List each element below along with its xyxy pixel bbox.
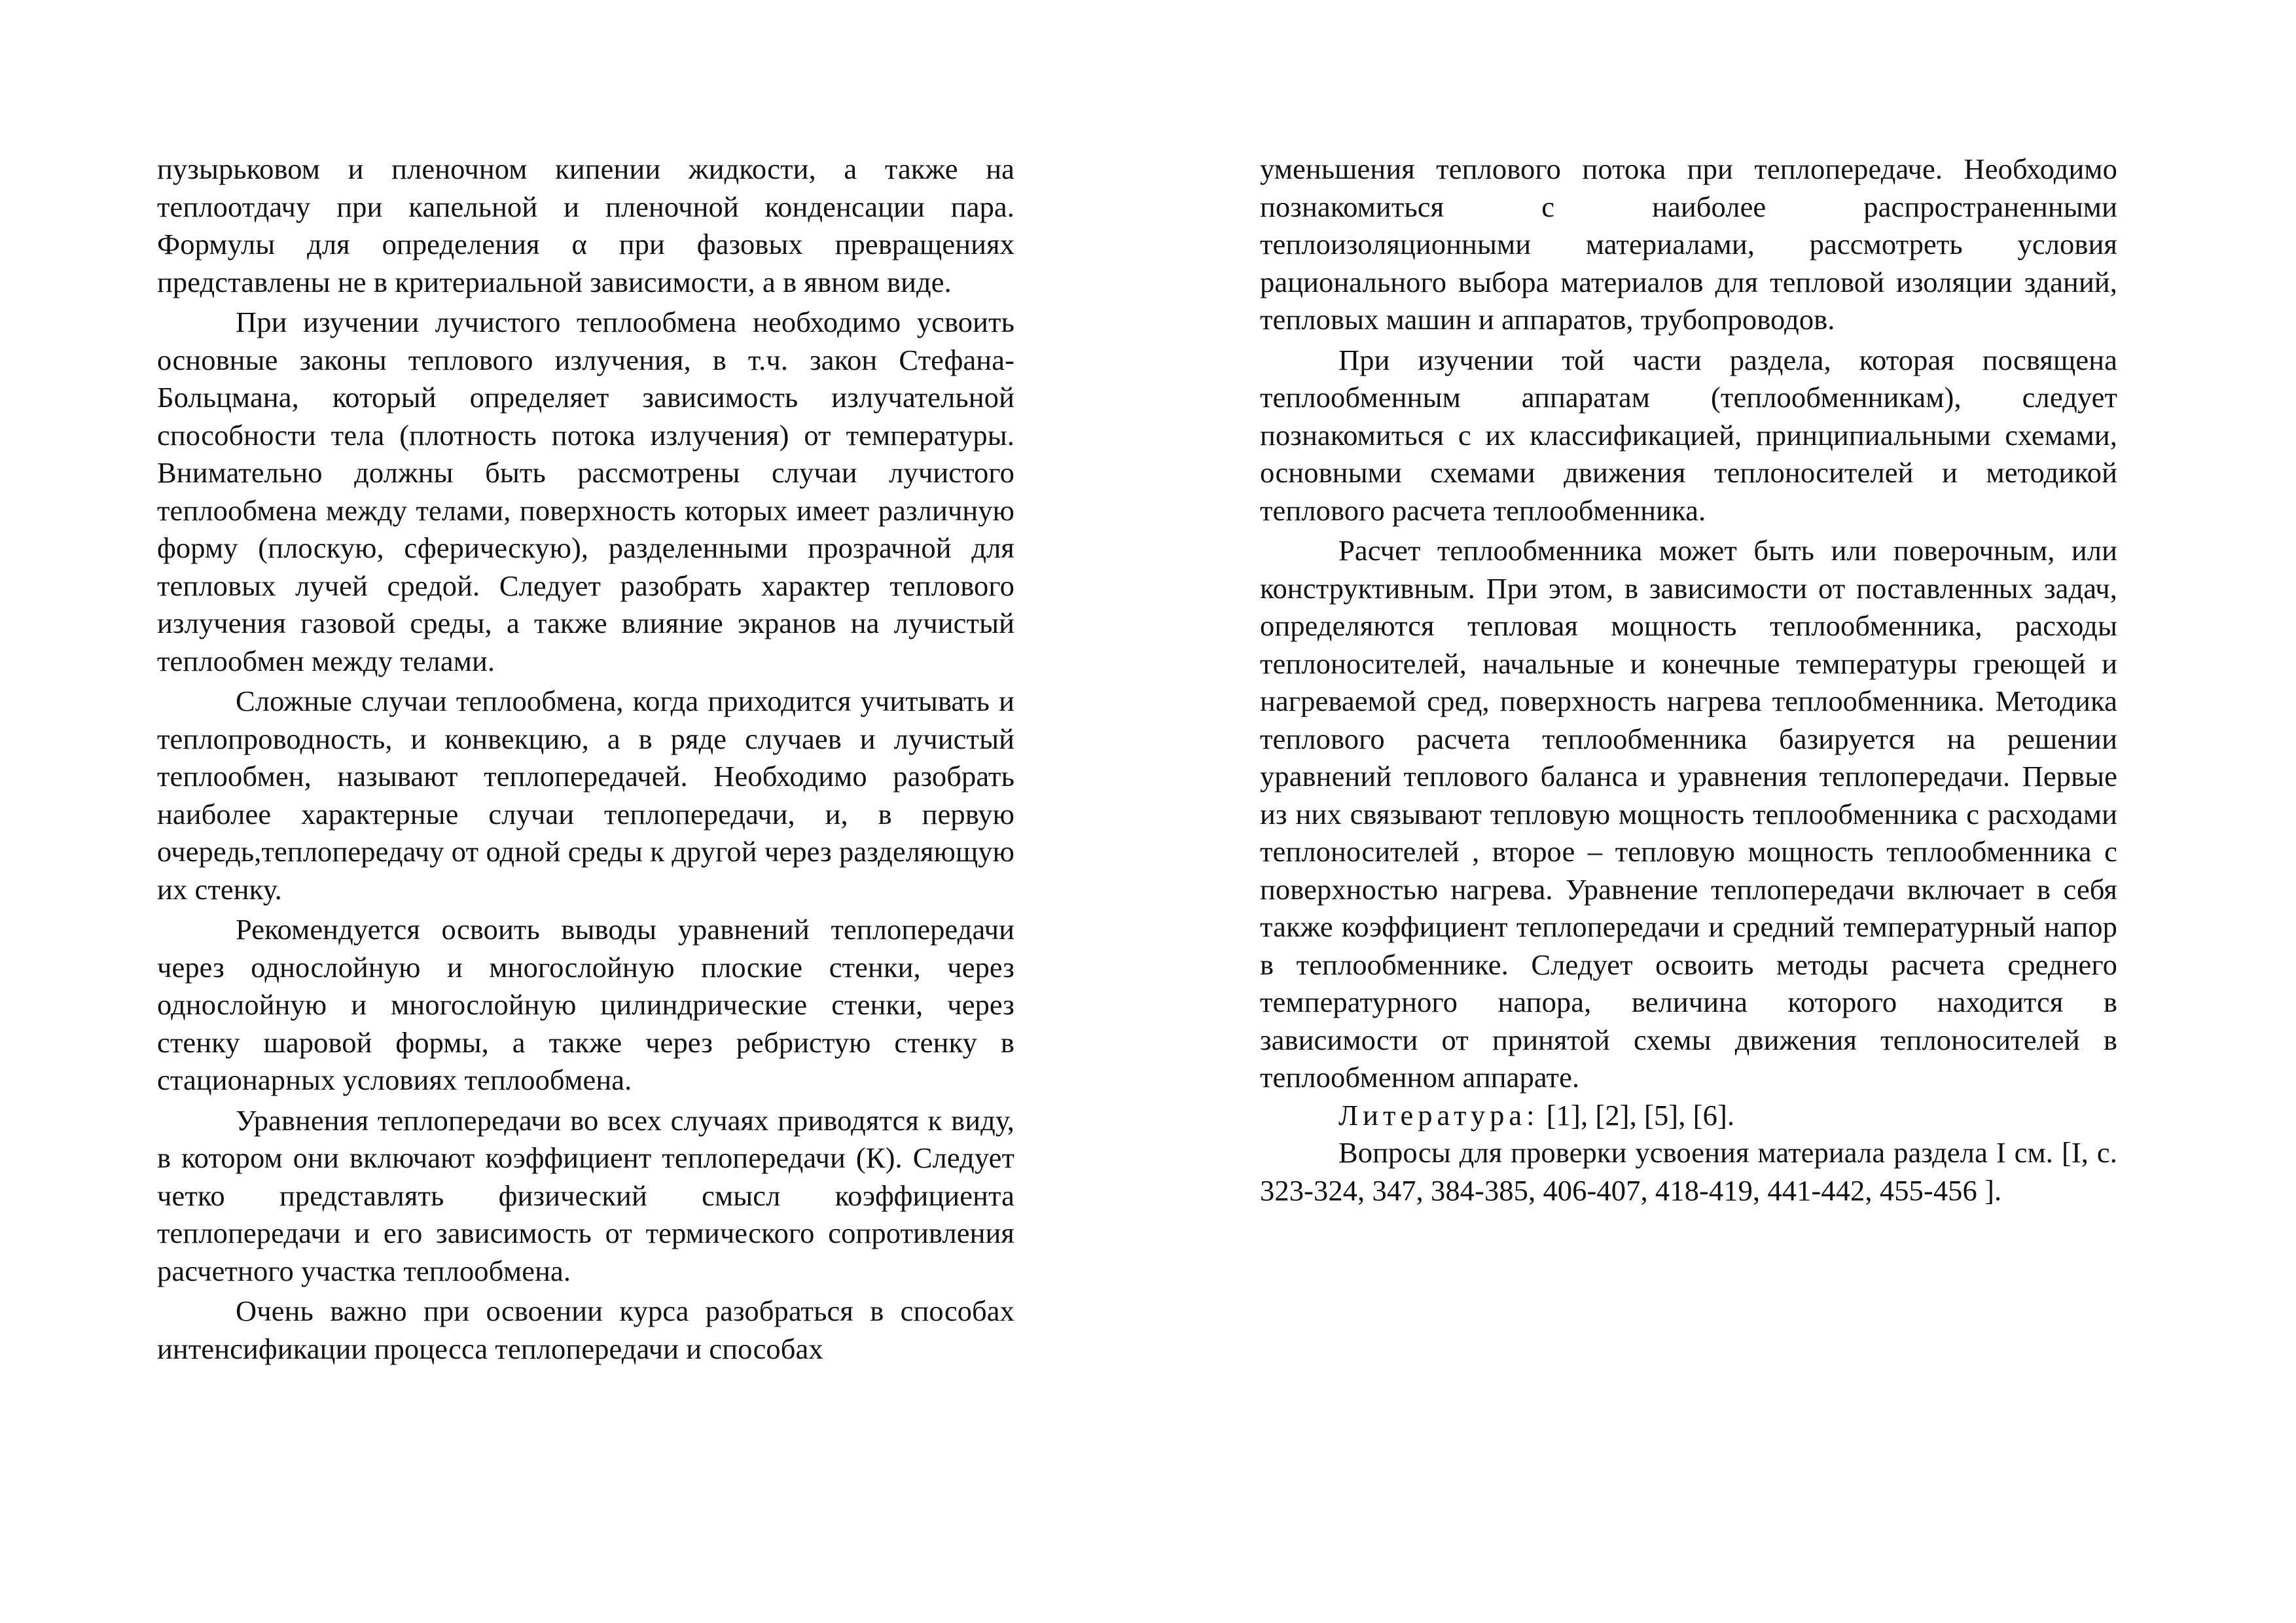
paragraph: Сложные случаи теплообмена, когда приходится учитывать и теплопроводность, и конвекцию, а в ряде случаев и лучистый теплообмен, называют теплопередачей. Необходимо разобрать наиболее характерные случаи теплопередачи, и, в первую очередь,теплопередачу от одной среды к другой через разделяющую их стенку. — [157, 685, 1014, 906]
literature-refs: [1], [2], [5], [6]. — [1546, 1098, 1735, 1132]
left-page — [157, 151, 1014, 1368]
paragraph: Уравнения теплопередачи во всех случаях приводятся к виду, в котором они включают коэффициент теплопередачи (К). Следует четко представлять физический смысл коэффициента теплопередачи и его зависимость от термического сопротивления расчетного участка теплообмена. — [157, 1103, 1014, 1287]
paragraph: При изучении лучистого теплообмена необходимо усвоить основные законы теплового излучения, в т.ч. закон Стефана-Больцмана, который определяет зависимость излучательной способности тела (плотность потока излучения) от температуры. Внимательно должны быть рассмотрены случаи лучистого теплообмена между телами, поверхность которых имеет различную форму (плоскую, сферическую), разделенными прозрачной для тепловых лучей средой. Следует разобрать характер теплового излучения газовой среды, а также влияние экранов на лучистый теплообмен между телами. — [157, 306, 1014, 677]
paragraph: Расчет теплообменника может быть или поверочным, или конструктивным. При этом, в зависимости от поставленных задач, определяются тепловая мощность теплообменника, расходы теплоносителей, начальные и конечные температуры греющей и нагреваемой сред, поверхность нагрева теплообменника. Методика теплового расчета теплообменника базируется на решении уравнений теплового баланса и уравнения теплопередачи. Первые из них связывают тепловую мощность теплообменника с расходами теплоносителей , второе – тепловую мощность теплообменника с поверхностью нагрева. Уравнение теплопередачи включает в себя также коэффициент теплопередачи и средний температурный напор в теплообменнике. Следует освоить методы расчета среднего температурного напора, величина которого находится в зависимости от принятой схемы движения теплоносителей в теплообменном аппарате. — [1260, 534, 2117, 1094]
paragraph: Очень важно при освоении курса разобраться в способах интенсификации процесса теплопередачи и способах — [157, 1294, 1014, 1365]
questions-paragraph: Вопросы для проверки усвоения материала раздела I см. [I, с. 323-324, 347, 384-385, 406-407, 418-419, 441-442, 455-456 ]. — [1260, 1136, 2117, 1207]
literature-line — [1260, 1097, 2117, 1135]
right-page — [1260, 151, 2117, 1209]
paragraph: пузырьковом и пленочном кипении жидкости, а также на теплоотдачу при капельной и пленочной конденсации пара. Формулы для определения α при фазовых превращениях представлены не в критериальной зависимости, а в явном виде. — [157, 152, 1014, 298]
paragraph: Рекомендуется освоить выводы уравнений теплопередачи через однослойную и многослойную плоские стенки, через однослойную и многослойную цилиндрические стенки, через стенку шаровой формы, а также через ребристую стенку в стационарных условиях теплообмена. — [157, 913, 1014, 1096]
literature-label: Литература: — [1338, 1098, 1539, 1132]
paragraph: уменьшения теплового потока при теплопередаче. Необходимо познакомиться с наиболее распространенными теплоизоляционными материалами, рассмотреть условия рационального выбора материалов для тепловой изоляции зданий, тепловых машин и аппаратов, трубопроводов. — [1260, 152, 2117, 336]
paragraph: При изучении той части раздела, которая посвящена теплообменным аппаратам (теплообменникам), следует познакомиться с их классификацией, принципиальными схемами, основными схемами движения теплоносителей и методикой теплового расчета теплообменника. — [1260, 343, 2117, 527]
